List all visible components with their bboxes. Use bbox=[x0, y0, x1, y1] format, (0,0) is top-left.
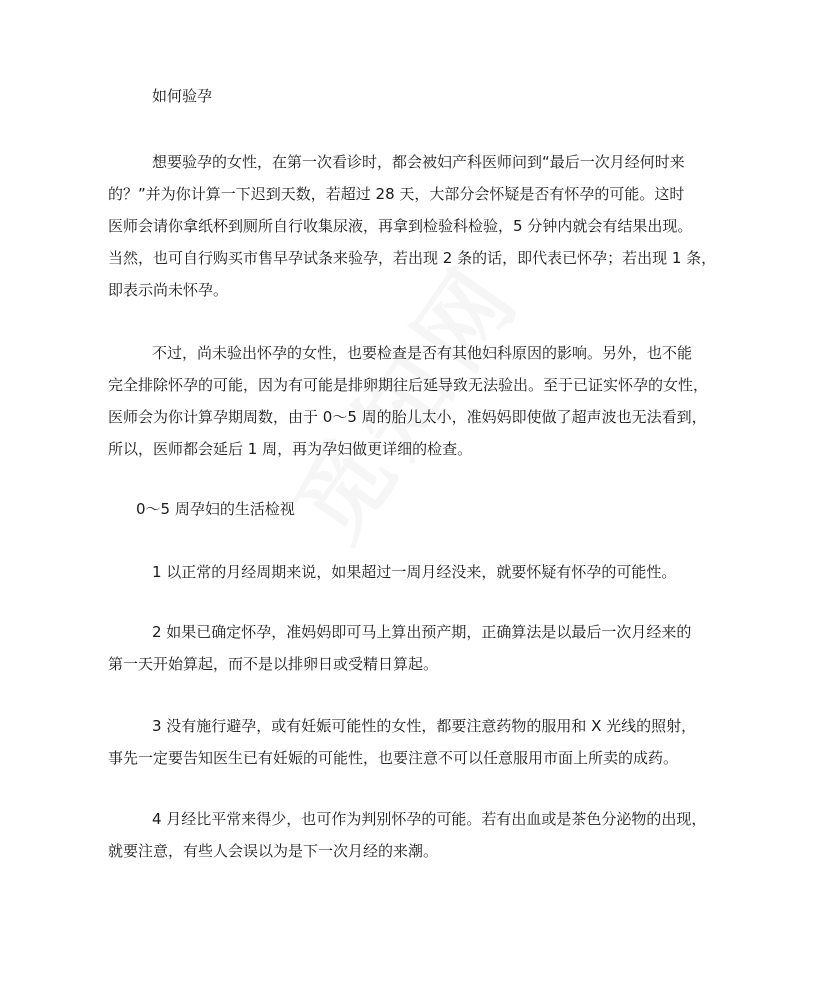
paragraph-line: 完全排除怀孕的可能，因为有可能是排卵期往后延导致无法验出。至于已证实怀孕的女性， bbox=[108, 376, 709, 394]
paragraph-line: 所以，医师都会延后 1 周，再为孕妇做更详细的检查。 bbox=[108, 440, 473, 458]
paragraph-line: 即表示尚未怀孕。 bbox=[108, 281, 229, 299]
paragraph-line: 的？”并为你计算一下迟到天数，若超过 28 天，大部分会怀疑是否有怀孕的可能。这时 bbox=[108, 185, 685, 203]
list-item-line: 就要注意，有些人会误以为是下一次月经的来潮。 bbox=[108, 842, 439, 860]
list-item-1 bbox=[108, 556, 738, 588]
paragraph-line: 医师会为你计算孕期周数，由于 0～5 周的胎儿太小，准妈妈即使做了超声波也无法看到， bbox=[108, 408, 707, 426]
list-item-line: 4 月经比平常来得少，也可作为判别怀孕的可能。若有出血或是茶色分泌物的出现， bbox=[152, 810, 707, 828]
list-item-line: 事先一定要告知医生已有妊娠的可能性，也要注意不可以任意服用市面上所卖的成药。 bbox=[108, 749, 679, 767]
paragraph-line: 想要验孕的女性，在第一次看诊时，都会被妇产科医师问到“最后一次月经何时来 bbox=[152, 153, 685, 171]
list-item-3 bbox=[108, 710, 738, 774]
document-title: 如何验孕 bbox=[152, 87, 213, 105]
list-item-line: 3 没有施行避孕，或有妊娠可能性的女性，都要注意药物的服用和 X 光线的照射， bbox=[152, 717, 697, 735]
list-item-line: 第一天开始算起，而不是以排卵日或受精日算起。 bbox=[108, 655, 439, 673]
list-item-line: 2 如果已确定怀孕，准妈妈即可马上算出预产期，正确算法是以最后一次月经来的 bbox=[152, 623, 692, 641]
list-item-2 bbox=[108, 616, 738, 680]
paragraph-not-detected bbox=[108, 337, 738, 465]
paragraph-line: 不过，尚未验出怀孕的女性，也要检查是否有其他妇科原因的影响。另外，也不能 bbox=[152, 344, 693, 362]
section-subheading: 0～5 周孕妇的生活检视 bbox=[136, 500, 295, 518]
list-item-4 bbox=[108, 803, 738, 867]
paragraph-line: 医师会请你拿纸杯到厕所自行收集尿液，再拿到检验科检验，5 分钟内就会有结果出现。 bbox=[108, 217, 693, 235]
paragraph-how-to-test bbox=[108, 146, 738, 306]
paragraph-line: 当然，也可自行购买市售早孕试条来验孕，若出现 2 条的话，即代表已怀孕；若出现 1 条， bbox=[108, 249, 717, 267]
list-item-line: 1 以正常的月经周期来说，如果超过一周月经没来，就要怀疑有怀孕的可能性。 bbox=[152, 563, 677, 581]
